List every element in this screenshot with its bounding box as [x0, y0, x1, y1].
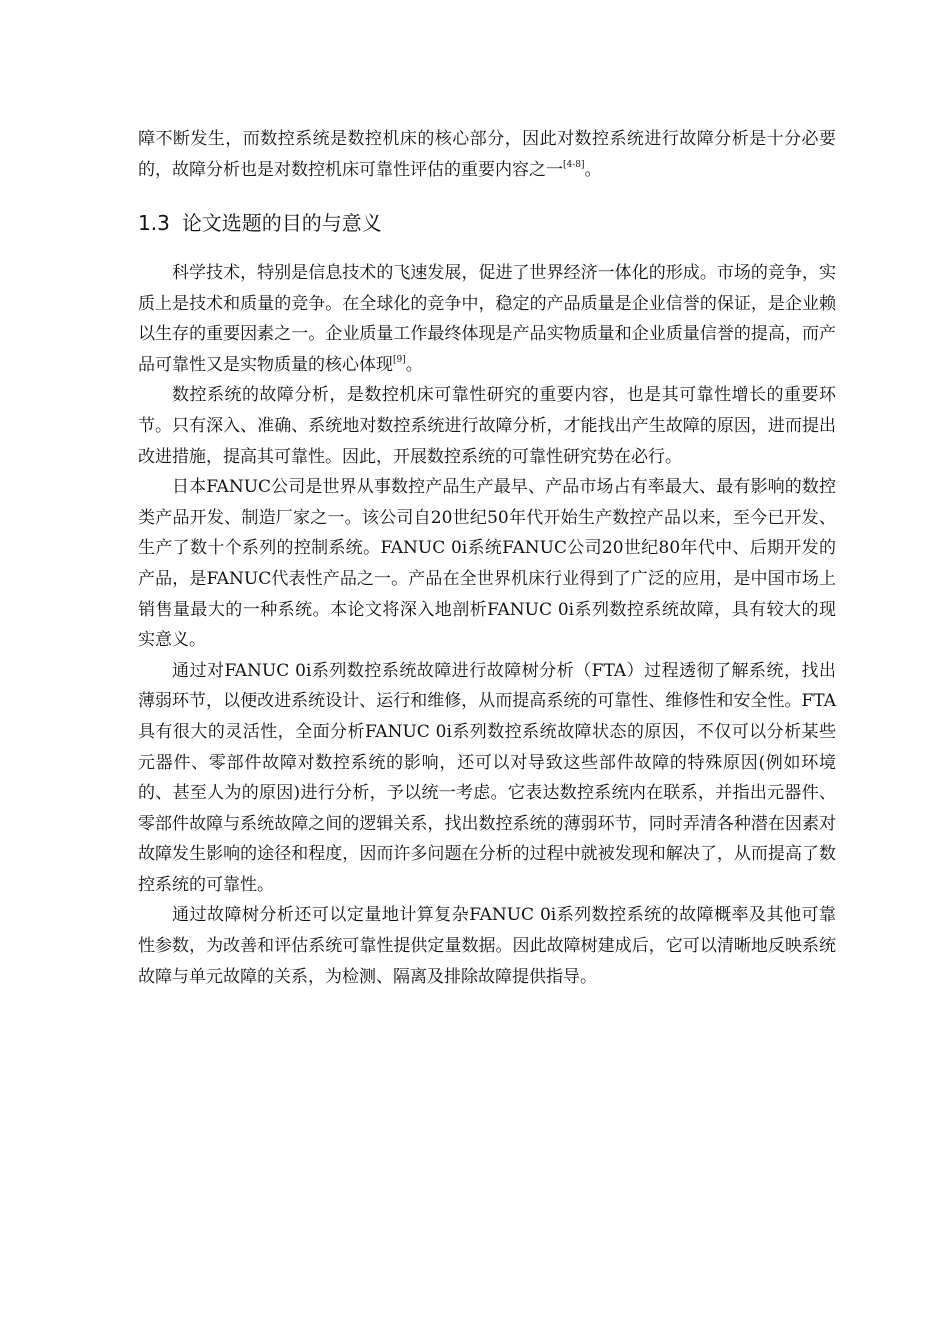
paragraph-1-text: 科学技术，特别是信息技术的飞速发展，促进了世界经济一体化的形成。市场的竞争，实质上是技术和质量的竞争。在全球化的竞争中，稳定的产品质量是企业信誉的保证，是企业赖以生存的重要因素之一。企业质量工作最终体现是产品实物质量和企业质量信誉的提高，而产品可靠性又是实物质量的核心体现	[138, 263, 836, 375]
paragraph-4: 通过对FANUC 0i系列数控系统故障进行故障树分析（FTA）过程透彻了解系统，找出薄弱环节，以便改进系统设计、运行和维修，从而提高系统的可靠性、维修性和安全性。FTA 具有很大的灵活性，全面分析FANUC 0i系列数控系统故障状态的原因，不仅可以分析某些元器件、零部件故障对数控系统的影响，还可以对导致这些部件故障的特殊原因(例如环境的、甚至人为的原因)进行分析，予以统一考虑。它表达数控系统内在联系，并指出元器件、零部件故障与系统故障之间的逻辑关系，找出数控系统的薄弱环节，同时弄清各种潜在因素对故障发生影响的途径和程度，因而许多问题在分析的过程中就被发现和解决了，从而提高了数控系统的可靠性。	[138, 660, 836, 895]
paragraph-3: 日本FANUC公司是世界从事数控产品生产最早、产品市场占有率最大、最有影响的数控类产品开发、制造厂家之一。该公司自20世纪50年代开始生产数控产品以来，至今已开发、生产了数十个系列的控制系统。FANUC 0i系统FANUC公司20世纪80年代中、后期开发的产品，是FANUC代表性产品之一。产品在全世界机床行业得到了广泛的应用，是中国市场上销售量最大的一种系统。本论文将深入地剖析FANUC 0i系列数控系统故障，具有较大的现实意义。	[138, 477, 836, 651]
citation-9: [9]	[393, 354, 406, 365]
body-text	[138, 258, 836, 992]
intro-paragraph-block	[138, 124, 836, 185]
section-heading	[138, 208, 836, 238]
paragraph-1	[138, 258, 836, 380]
citation-4-8: [4-8]	[563, 159, 585, 170]
paragraph-2: 数控系统的故障分析，是数控机床可靠性研究的重要内容，也是其可靠性增长的重要环节。只有深入、准确、系统地对数控系统进行故障分析，才能找出产生故障的原因，进而提出改进措施，提高其可靠性。因此，开展数控系统的可靠性研究势在必行。	[138, 385, 836, 467]
intro-text: 障不断发生，而数控系统是数控机床的核心部分，因此对数控系统进行故障分析是十分必要的，故障分析也是对数控机床可靠性评估的重要内容之一	[138, 129, 836, 180]
intro-tail: 。	[584, 159, 602, 180]
section-title: 论文选题的目的与意义	[181, 211, 382, 235]
paragraph-5: 通过故障树分析还可以定量地计算复杂FANUC 0i系列数控系统的故障概率及其他可靠性参数，为改善和评估系统可靠性提供定量数据。因此故障树建成后，它可以清晰地反映系统故障与单元故障的关系，为检测、隔离及排除故障提供指导。	[138, 905, 836, 987]
intro-paragraph	[138, 124, 836, 185]
paragraph-1-tail: 。	[405, 354, 423, 375]
section-number: 1.3	[138, 211, 170, 235]
